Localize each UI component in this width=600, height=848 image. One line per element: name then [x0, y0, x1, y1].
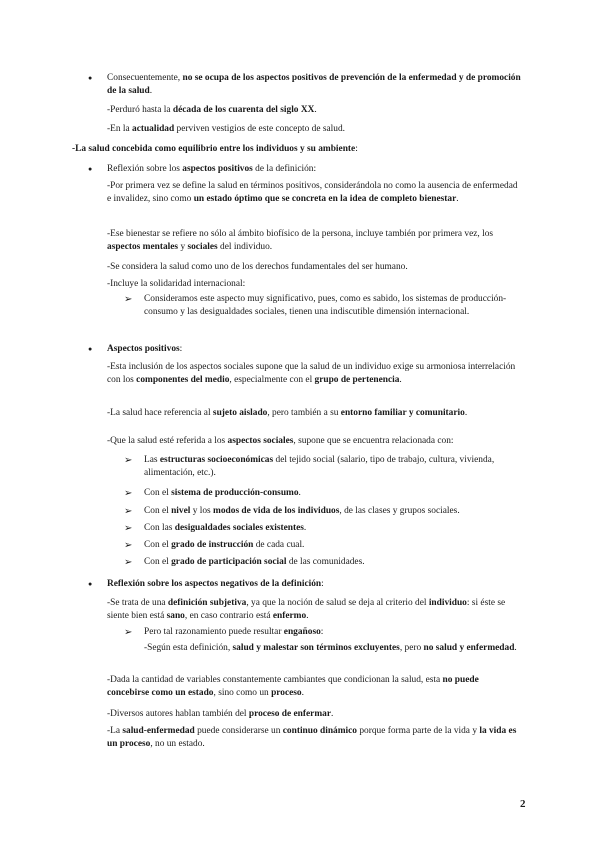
paragraph-variables [107, 674, 522, 700]
bold-text: aspectos positivos [182, 164, 253, 174]
arrow-item-significativo: ➢ Consideramos este aspecto muy significativo, pues, como es sabido, los sistemas de producción-consumo y las desigualdades sociales, tienen una indiscutible dimensión internacional. [144, 293, 522, 319]
text: del individuo. [217, 242, 273, 253]
paragraph-solidaridad: -Incluye la solidaridad internacional: [107, 279, 246, 289]
paragraph-excluyentes [144, 642, 522, 655]
text: , especialmente con el [229, 375, 315, 386]
paragraph-perduro [107, 104, 522, 117]
text: Las [144, 455, 160, 465]
arrow-item-nivel [144, 505, 522, 518]
text: : [355, 144, 358, 154]
bold-text: componentes del medio [136, 375, 230, 386]
paragraph-sujeto [107, 407, 522, 420]
bullet-aspectos-positivos [107, 343, 522, 356]
paragraph-subjetiva [107, 597, 522, 623]
text: : [179, 344, 183, 354]
text: -Ese bienestar se refiere no sólo al ámbito biofísico de la persona, incluye también por primera vez, los [107, 229, 494, 239]
text: . [456, 194, 459, 205]
text: , sino como un [213, 688, 272, 699]
bold-text: Reflexión sobre los aspectos negativos de la definición [107, 579, 322, 589]
bold-text: nivel [171, 506, 191, 516]
text: Con las [144, 523, 175, 533]
bullet-aspectos-negativos [107, 578, 522, 591]
text: . [303, 523, 307, 533]
paragraph-aspectos-sociales [107, 435, 522, 448]
text: del tejido social (salario, tipo de trabajo, cultura, vivienda, alimentación, etc.). [144, 455, 495, 479]
bold-text: sano [166, 611, 185, 622]
text: , supone que se encuentra relacionada con: [293, 436, 454, 446]
text: perviven vestigios de este concepto de salud. [174, 124, 345, 134]
bullet-reflexion-positivos [107, 163, 522, 176]
text: puede considerarse un [194, 726, 283, 736]
bold-text: grupo de pertenencia [314, 375, 400, 386]
text: -La [107, 726, 123, 736]
text: . [314, 105, 317, 115]
bold-text: -La salud concebida como equilibrio entre los individuos y su ambiente [72, 144, 356, 154]
text: y [178, 242, 188, 253]
bold-text: no se ocupa de los aspectos positivos de prevención de la enfermedad y de promoción de la salud [107, 73, 521, 97]
bold-text: desigualdades sociales existentes [174, 523, 304, 533]
paragraph-bienestar [107, 228, 522, 254]
bold-text: Aspectos positivos [107, 344, 180, 354]
text: . [399, 375, 402, 386]
bold-text: aspectos mentales [107, 242, 179, 253]
text: . [330, 709, 334, 719]
text: . [298, 488, 301, 498]
page-number: 2 [520, 798, 526, 810]
arrow-item-estructuras [144, 454, 522, 480]
bold-text: proceso [271, 688, 302, 699]
bold-text: la vida es un proceso [107, 726, 517, 750]
paragraph-autores [107, 708, 522, 721]
bold-text: sujeto aislado [212, 408, 268, 418]
arrow-item-instruccion [144, 539, 522, 552]
text: -Perduró hasta la [107, 105, 173, 115]
text: : si éste se siente bien está [107, 598, 506, 622]
paragraph-continuo [107, 725, 522, 751]
text: , de las clases y grupos sociales. [339, 506, 460, 516]
arrow-item-produccion [144, 487, 522, 500]
paragraph-actualidad [107, 123, 522, 136]
bold-text: sociales [187, 242, 218, 253]
paragraph-derechos: -Se considera la salud como uno de los derechos fundamentales del ser humano. [107, 262, 408, 272]
arrow-item-participacion [144, 556, 522, 569]
bold-text: no puede concebirse como un estado [107, 675, 479, 699]
bold-text: salud-enfermedad [122, 726, 195, 736]
text: -Por primera vez se define la salud en términos positivos, considerándola no como la ausencia de enfermedad e invalidez, sino como [107, 181, 518, 205]
text: Reflexión sobre los [107, 164, 183, 174]
bold-text: grado de instrucción [171, 540, 254, 550]
bold-text: estructuras socioeconómicas [159, 455, 274, 465]
bold-text: no salud y enfermedad [423, 643, 515, 653]
text: , pero [399, 643, 424, 653]
text: : [320, 627, 324, 637]
bold-text: proceso de enfermar [248, 709, 331, 719]
text: de cada cual. [253, 540, 305, 550]
text: de las comunidades. [286, 557, 365, 567]
text: , pero también a su [267, 408, 341, 418]
bold-text: sistema de producción-consumo [171, 488, 299, 498]
text: Pero tal razonamiento puede resultar [144, 627, 284, 637]
paragraph-inclusion [107, 361, 522, 387]
text: Consecuentemente, [107, 73, 183, 83]
bold-text: actualidad [132, 124, 175, 134]
text: Con el [144, 540, 172, 550]
bold-text: década de los cuarenta del siglo XX [172, 105, 315, 115]
bold-text: definición subjetiva [167, 598, 247, 608]
bold-text: enfermo [272, 611, 307, 622]
text: -La salud hace referencia al [107, 408, 213, 418]
bold-text: salud y malestar son términos excluyentes [232, 643, 400, 653]
text: . [306, 611, 309, 622]
text: -Que la salud esté referida a los [107, 436, 228, 446]
arrow-item-enganoso [144, 626, 522, 639]
bold-text: individuo [428, 598, 467, 608]
text: . [149, 86, 153, 97]
text: -En la [107, 124, 132, 134]
text: de la definición: [252, 164, 317, 174]
text: Con el [144, 506, 172, 516]
text: -Diversos autores hablan también del [107, 709, 249, 719]
section-heading [72, 143, 522, 156]
bold-text: entorno familiar y comunitario [340, 408, 465, 418]
text: , ya que la noción de salud se deja al criterio del [246, 598, 429, 608]
text: -Esta inclusión de los aspectos sociales supone que la salud de un individuo exige su armoniosa interrelación con los [107, 362, 516, 386]
text: . [464, 408, 468, 418]
text: . [514, 643, 517, 653]
bold-text: grado de participación social [171, 557, 287, 567]
text: -Según esta definición, [144, 643, 233, 653]
text: , no un estado. [150, 739, 205, 750]
text: . [301, 688, 304, 699]
bold-text: un estado óptimo que se concreta en la idea de completo bienestar [193, 194, 457, 205]
bold-text: modos de vida de los individuos [213, 506, 340, 516]
text: : [321, 579, 324, 589]
bold-text: aspectos sociales [227, 436, 294, 446]
text: -Se trata de una [107, 598, 168, 608]
text: porque forma parte de la vida y [357, 726, 480, 736]
text: , en caso contrario está [184, 611, 273, 622]
bold-text: engañoso [283, 627, 321, 637]
bold-text: continuo dinámico [282, 726, 357, 736]
bullet-consecuentemente [107, 72, 522, 98]
arrow-item-desigualdades [144, 522, 522, 535]
text: Con el [144, 488, 172, 498]
paragraph-primera-vez [107, 180, 522, 206]
text: -Dada la cantidad de variables constantemente cambiantes que condicionan la salud, esta [107, 675, 443, 685]
text: y los [190, 506, 214, 516]
text: Con el [144, 557, 172, 567]
